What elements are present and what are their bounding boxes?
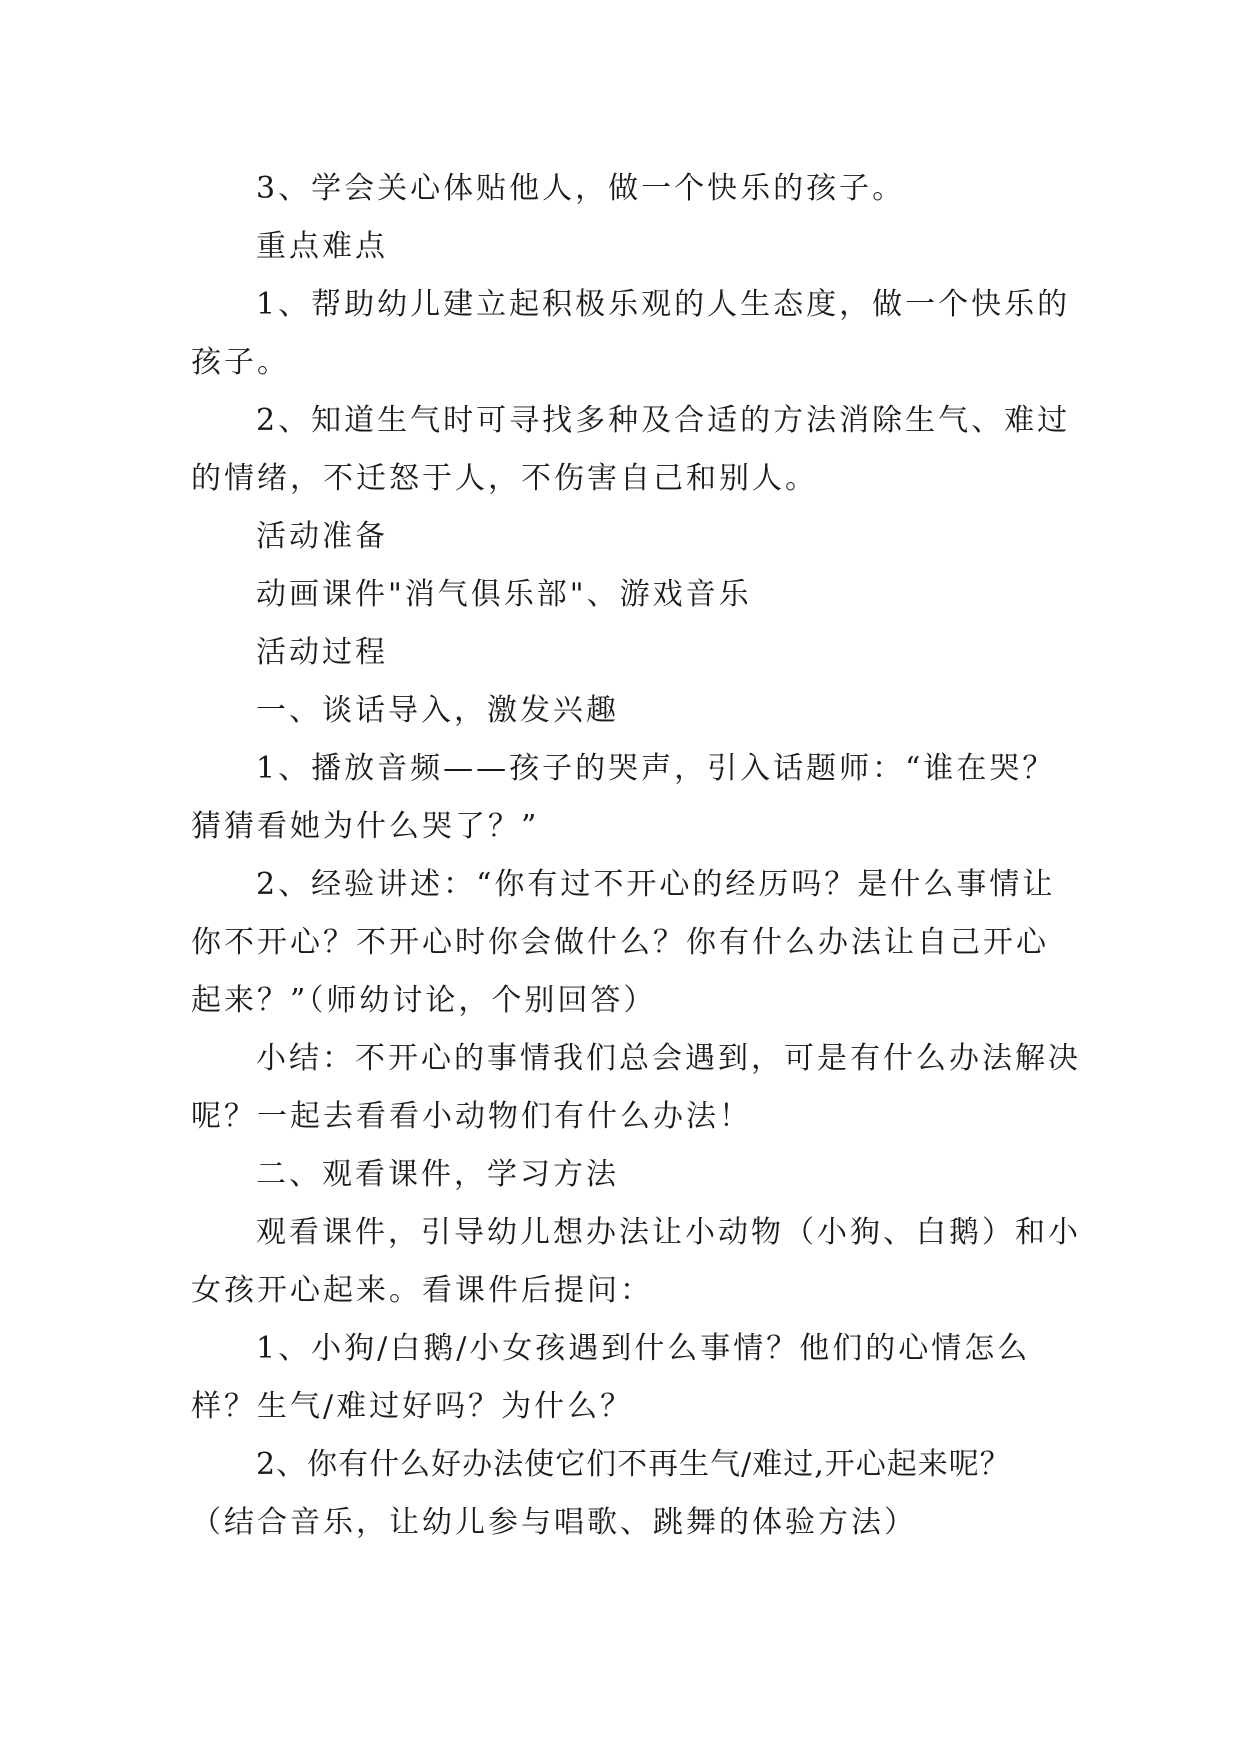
paragraph-step-2: 2、经验讲述：“你有过不开心的经历吗？是什么事情让你不开心？不开心时你会做什么？你有什么办法让自己开心起来？”（师幼讨论，个别回答）	[191, 867, 1056, 1018]
paragraph-key-point-1: 1、帮助幼儿建立起积极乐观的人生态度，做一个快乐的孩子。	[191, 287, 1071, 380]
paragraph-courseware: 观看课件，引导幼儿想办法让小动物（小狗、白鹅）和小女孩开心起来。看课件后提问：	[191, 1215, 1081, 1308]
heading-key-points: 重点难点	[256, 229, 388, 264]
paragraph-music-note: （结合音乐，让幼儿参与唱歌、跳舞的体验方法）	[191, 1505, 917, 1540]
document-body	[191, 160, 1081, 1552]
paragraph-preparation: 动画课件"消气俱乐部"、游戏音乐	[256, 577, 752, 612]
paragraph-goal-3: 3、学会关心体贴他人，做一个快乐的孩子。	[256, 171, 906, 206]
heading-section-1: 一、谈话导入，激发兴趣	[256, 693, 619, 728]
paragraph-summary: 小结：不开心的事情我们总会遇到，可是有什么办法解决呢？一起去看看小动物们有什么办法！	[191, 1041, 1081, 1134]
paragraph-step-1: 1、播放音频——孩子的哭声，引入话题师：“谁在哭？猜猜看她为什么哭了？”	[191, 751, 1056, 844]
paragraph-key-point-2: 2、知道生气时可寻找多种及合适的方法消除生气、难过的情绪，不迁怒于人，不伤害自己和别人。	[191, 403, 1071, 496]
heading-preparation: 活动准备	[256, 519, 388, 554]
paragraph-question-1: 1、小狗/白鹅/小女孩遇到什么事情？他们的心情怎么样？生气/难过好吗？为什么？	[191, 1331, 1031, 1424]
heading-process: 活动过程	[256, 635, 388, 670]
heading-section-2: 二、观看课件，学习方法	[256, 1157, 619, 1192]
paragraph-question-2: 2、你有什么好办法使它们不再生气/难过,开心起来呢？	[256, 1447, 1011, 1482]
